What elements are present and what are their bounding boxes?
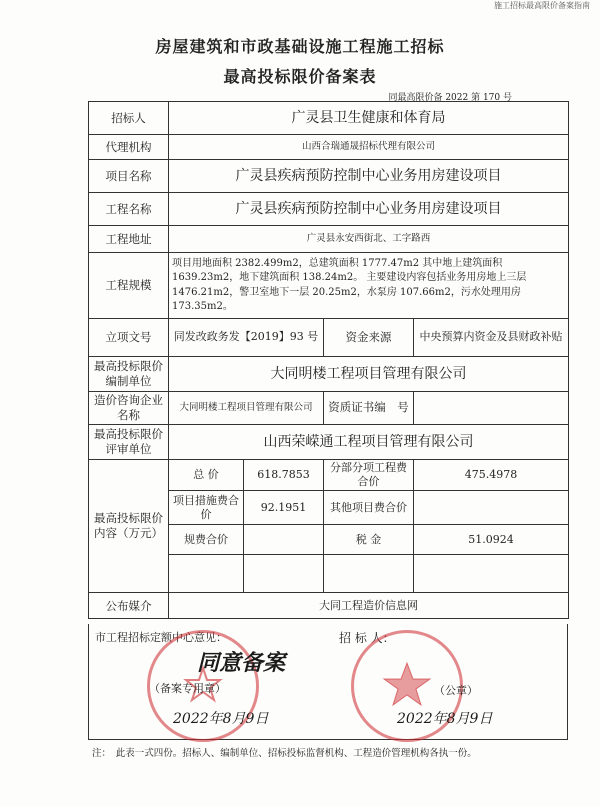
reviewer-value: 山西荣嵘通工程项目管理有限公司 (169, 424, 569, 459)
tenderer-sign-label: 招 标 人： (339, 631, 395, 645)
tenderer-value: 广灵县卫生健康和体育局 (169, 102, 569, 135)
tenderer-seal-note: （公章） (434, 684, 478, 697)
office-opinion-label: 市工程招标定额中心意见： (95, 631, 227, 644)
agency-value: 山西合瑞通晟招标代理有限公司 (169, 135, 569, 160)
partial-cost-value: 475.4978 (414, 459, 569, 491)
tax-label: 税 金 (324, 525, 414, 555)
cert-no-value (414, 392, 569, 425)
price-group-label: 最高投标限价内容（万元） (89, 459, 169, 593)
fees-value (244, 525, 324, 555)
consultant-label: 造价咨询企业名称 (89, 392, 169, 425)
tax-value: 51.0924 (414, 525, 569, 555)
scale-label: 工程规模 (89, 253, 169, 319)
price-empty-cell (414, 555, 569, 593)
engineering-name-value: 广灵县疾病预防控制中心业务用房建设项目 (169, 193, 569, 226)
footnote: 注： 此表一式四份。招标人、编制单位、招标投标监督机构、工程造价管理机构各执一份。 (92, 748, 477, 759)
publisher-value: 大同工程造价信息网 (169, 593, 569, 619)
approval-doc-label: 立项文号 (89, 319, 169, 357)
total-price-label: 总 价 (169, 459, 244, 491)
compiler-label: 最高投标限价编制单位 (89, 357, 169, 392)
consultant-value: 大同明楼工程项目管理有限公司 (169, 392, 324, 425)
total-price-value: 618.7853 (244, 459, 324, 491)
project-name-value: 广灵县疾病预防控制中心业务用房建设项目 (169, 160, 569, 193)
filing-form-table (88, 101, 569, 619)
agency-label: 代理机构 (89, 135, 169, 160)
title-line-1: 房屋建筑和市政基础设施工程施工招标 (155, 37, 445, 56)
measures-cost-label: 项目措施费合 价 (169, 491, 244, 525)
partial-cost-label: 分部分项工程费合价 (324, 459, 414, 491)
engineering-name-label: 工程名称 (89, 193, 169, 226)
file-number: 同最高限价备 2022 第 170 号 (388, 93, 512, 103)
measures-cost-value: 92.1951 (244, 491, 324, 525)
price-empty-cell (169, 555, 244, 593)
handwritten-opinion: 同意备案 (197, 650, 286, 676)
scale-value: 项目用地面积 2382.499m2，总建筑面积 1777.47m2 其中地上建筑面积 1639.23m2，地下建筑面积 138.24m2。 主要建设内容包括业务用房地上三层 1476.21m2，警卫室地下一层 20.25m2，水泵房 107.66m2，污水处理用房 173.35m2。 (169, 253, 569, 319)
address-value: 广灵县永安西街北、工字路西 (169, 226, 569, 253)
price-empty-cell (324, 555, 414, 593)
other-cost-value (414, 491, 569, 525)
reviewer-label: 最高投标限价评审单位 (89, 424, 169, 459)
address-label: 工程地址 (89, 226, 169, 253)
tenderer-sign-date: 2022年8月9日 (397, 711, 493, 727)
compiler-value: 大同明楼工程项目管理有限公司 (169, 357, 569, 392)
fees-label: 规费合价 (169, 525, 244, 555)
cert-no-label: 资质证书编 号 (324, 392, 414, 425)
approval-section (88, 624, 568, 740)
other-cost-label: 其他项目费合价 (324, 491, 414, 525)
tenderer-label: 招标人 (89, 102, 169, 135)
office-sign-date: 2022年8月9日 (173, 711, 269, 727)
fund-source-label: 资金来源 (324, 319, 414, 357)
publisher-label: 公布媒介 (89, 593, 169, 619)
title-line-2: 最高投标限价备案表 (223, 67, 377, 86)
approval-doc-value: 同发改政务发【2019】93 号 (169, 319, 324, 357)
fund-source-value: 中央预算内资金及县财政补贴 (414, 319, 569, 357)
price-empty-cell (244, 555, 324, 593)
header-strip: 施工招标最高限价备案指南 (494, 1, 590, 10)
project-name-label: 项目名称 (89, 160, 169, 193)
office-seal-note: （备案专用章） (149, 682, 226, 695)
